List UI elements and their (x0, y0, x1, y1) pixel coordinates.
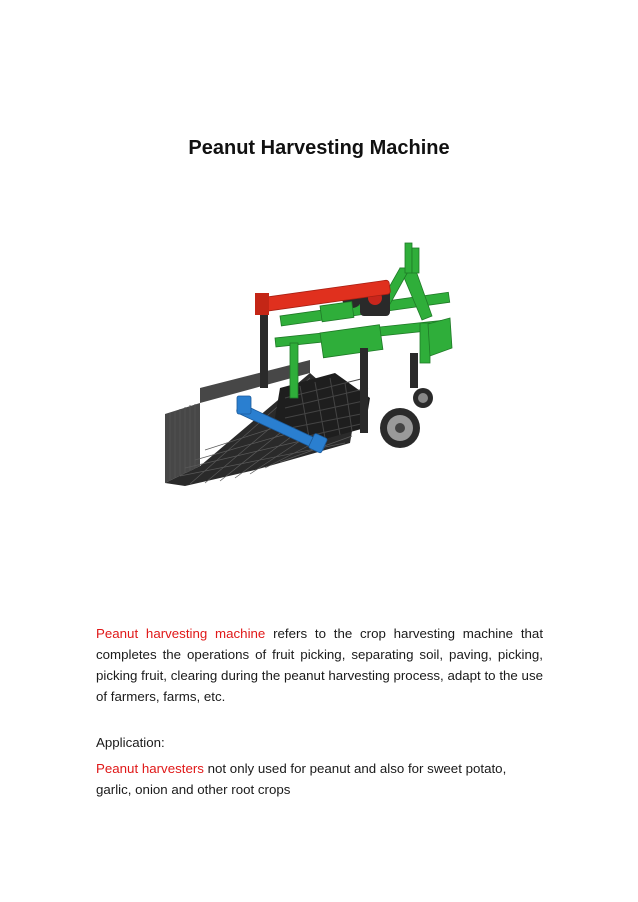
peanut-harvester-image (160, 238, 460, 488)
application-highlight: Peanut harvesters (96, 761, 204, 776)
page-title: Peanut Harvesting Machine (188, 137, 450, 159)
intro-text: refers to the crop harvesting machine that completes the operations of fruit picking, separating soil, paving, picking, picking fruit, clearing during the peanut harvesting process, adapt to the use of farmers, farms, etc. (96, 626, 544, 704)
application-paragraph (96, 758, 543, 800)
application-heading: Application: (96, 735, 165, 750)
intro-paragraph (96, 623, 543, 707)
application-text: not only used for peanut and also for sweet potato, garlic, onion and other root crops (96, 761, 507, 797)
intro-highlight: Peanut harvesting machine (96, 626, 266, 641)
